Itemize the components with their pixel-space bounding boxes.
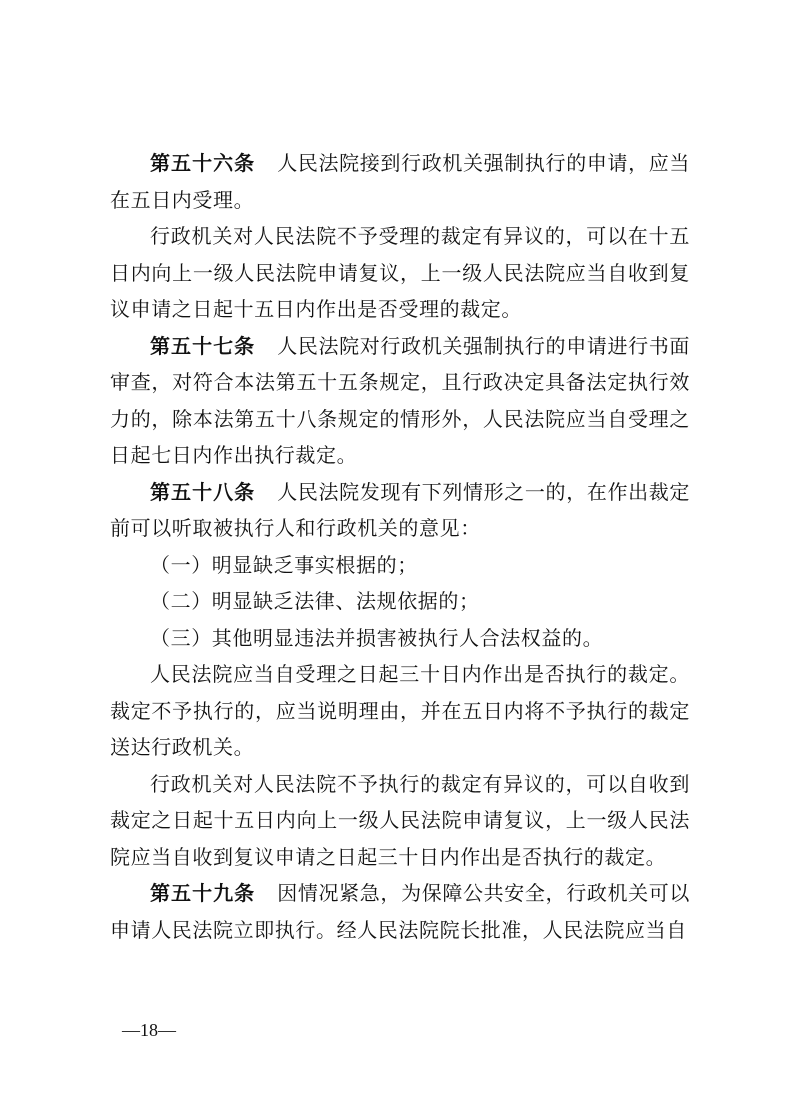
article-56-paragraph xyxy=(110,145,690,218)
list-item-text: （二）明显缺乏法律、法规依据的； xyxy=(150,589,480,613)
paragraph-text: 行政机关对人民法院不予执行的裁定有异议的，可以自收到裁定之日起十五日内向上一级人民法院申请复议，上一级人民法院应当自收到复议申请之日起三十日内作出是否执行的裁定。 xyxy=(110,771,690,869)
article-58-clause-2 xyxy=(110,656,690,766)
article-58-paragraph xyxy=(110,474,690,547)
list-item-text: （三）其他明显违法并损害被执行人合法权益的。 xyxy=(150,625,604,650)
article-59-paragraph xyxy=(110,875,690,948)
article-number: 第五十七条 xyxy=(150,333,256,358)
document-body xyxy=(110,145,690,948)
article-number: 第五十六条 xyxy=(150,151,256,175)
page-number: —18— xyxy=(122,1020,176,1040)
paragraph-text: 人民法院应当自受理之日起三十日内作出是否执行的裁定。裁定不予执行的，应当说明理由，并在五日内将不予执行的裁定送达行政机关。 xyxy=(110,662,690,759)
article-57-paragraph xyxy=(110,328,690,474)
paragraph-text: 人民法院对行政机关强制执行的申请进行书面审查，对符合本法第五十五条规定，且行政决定具备法定执行效力的，除本法第五十八条规定的情形外，人民法院应当自受理之日起七日内作出执行裁定。 xyxy=(110,333,691,467)
paragraph-text: 人民法院接到行政机关强制执行的申请，应当在五日内受理。 xyxy=(110,151,691,212)
article-number: 第五十九条 xyxy=(150,881,256,905)
article-56-clause-2 xyxy=(110,218,690,328)
article-58-item-3 xyxy=(110,620,690,657)
article-58-clause-3 xyxy=(110,766,690,876)
article-58-item-1 xyxy=(110,547,690,584)
paragraph-text: 行政机关对人民法院不予受理的裁定有异议的，可以在十五日内向上一级人民法院申请复议，上一级人民法院应当自收到复议申请之日起十五日内作出是否受理的裁定。 xyxy=(110,224,690,321)
article-58-item-2 xyxy=(110,583,690,620)
article-number: 第五十八条 xyxy=(150,479,256,504)
paragraph-text: 人民法院发现有下列情形之一的，在作出裁定前可以听取被执行人和行政机关的意见： xyxy=(110,479,691,540)
list-item-text: （一）明显缺乏事实根据的； xyxy=(150,552,418,577)
paragraph-text: 因情况紧急，为保障公共安全，行政机关可以申请人民法院立即执行。经人民法院院长批准，人民法院应当自 xyxy=(110,881,691,942)
